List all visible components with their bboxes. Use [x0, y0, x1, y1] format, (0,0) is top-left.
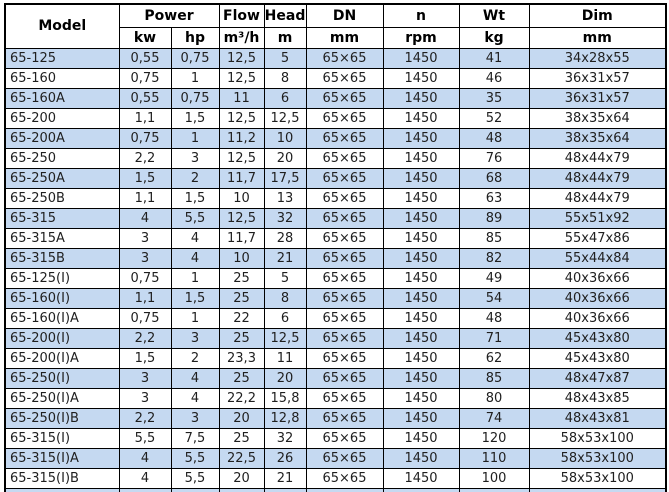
cell-hp: 2	[171, 168, 219, 188]
table-row	[5, 428, 666, 448]
cell-wt: 120	[459, 428, 529, 448]
cell-wt: 74	[459, 408, 529, 428]
table-row	[5, 128, 666, 148]
cell-model: 65-125	[5, 48, 119, 68]
header-dn: DN	[306, 4, 383, 27]
cell-kw: 4	[119, 448, 171, 468]
cell-kw: 0,55	[119, 88, 171, 108]
cell-rpm: 1450	[383, 48, 459, 68]
cell-head: 5	[264, 48, 306, 68]
cell-dn: 65×65	[306, 428, 383, 448]
cell-flow: 25	[219, 288, 264, 308]
cell-flow: 11,7	[219, 228, 264, 248]
cell-dn: 65×65	[306, 188, 383, 208]
cell-head: 26	[264, 448, 306, 468]
cell-dim: 58x53x100	[529, 468, 666, 488]
cell-flow: 12,5	[219, 148, 264, 168]
cell-dn: 65×65	[306, 368, 383, 388]
cell-model: 65-315(I)B	[5, 468, 119, 488]
cell-hp: 3	[171, 148, 219, 168]
header-kw: kw	[119, 27, 171, 48]
cell-flow: 11	[219, 88, 264, 108]
cell-dim: 36x31x57	[529, 68, 666, 88]
cell-wt: 49	[459, 268, 529, 288]
cell-hp: 3	[171, 328, 219, 348]
cell-wt: 85	[459, 228, 529, 248]
cell-dn: 65×65	[306, 448, 383, 468]
table-row	[5, 268, 666, 288]
cell-dim: 58x53x100	[529, 448, 666, 468]
cell-head: 32	[264, 208, 306, 228]
cell-kw: 2,2	[119, 408, 171, 428]
cell-empty	[529, 488, 666, 492]
cell-dim: 48x43x81	[529, 408, 666, 428]
pump-spec-table	[4, 3, 667, 492]
cell-hp: 1,5	[171, 288, 219, 308]
cell-wt: 48	[459, 128, 529, 148]
table-row	[5, 248, 666, 268]
cell-kw: 1,5	[119, 348, 171, 368]
table-row	[5, 408, 666, 428]
cell-head: 12,5	[264, 328, 306, 348]
cell-hp: 1	[171, 68, 219, 88]
table-row	[5, 328, 666, 348]
cell-dn: 65×65	[306, 108, 383, 128]
cell-wt: 54	[459, 288, 529, 308]
header-head-unit: m	[264, 27, 306, 48]
cell-rpm: 1450	[383, 128, 459, 148]
header-hp: hp	[171, 27, 219, 48]
cell-wt: 63	[459, 188, 529, 208]
cell-flow: 23,3	[219, 348, 264, 368]
cell-model: 65-250(I)A	[5, 388, 119, 408]
cell-kw: 3	[119, 248, 171, 268]
cell-rpm: 1450	[383, 88, 459, 108]
cell-flow: 22,5	[219, 448, 264, 468]
cell-hp: 4	[171, 228, 219, 248]
cell-rpm: 1450	[383, 448, 459, 468]
cell-wt: 52	[459, 108, 529, 128]
table-row	[5, 308, 666, 328]
cell-flow: 20	[219, 468, 264, 488]
cell-dn: 65×65	[306, 168, 383, 188]
cell-head: 6	[264, 88, 306, 108]
cell-hp: 1	[171, 268, 219, 288]
cell-head: 8	[264, 68, 306, 88]
cell-model: 65-200(I)	[5, 328, 119, 348]
cell-dn: 65×65	[306, 148, 383, 168]
table-row	[5, 288, 666, 308]
cell-dim: 40x36x66	[529, 308, 666, 328]
cell-head: 6	[264, 308, 306, 328]
cell-dim: 48x44x79	[529, 148, 666, 168]
cell-rpm: 1450	[383, 428, 459, 448]
cell-wt: 76	[459, 148, 529, 168]
cell-dim: 38x35x64	[529, 128, 666, 148]
cell-dn: 65×65	[306, 128, 383, 148]
cell-flow: 10	[219, 248, 264, 268]
cell-rpm: 1450	[383, 68, 459, 88]
cell-wt: 110	[459, 448, 529, 468]
cell-hp: 4	[171, 388, 219, 408]
cell-dim: 40x36x66	[529, 288, 666, 308]
cell-model: 65-250B	[5, 188, 119, 208]
cell-rpm: 1450	[383, 188, 459, 208]
cell-kw: 1,5	[119, 168, 171, 188]
cell-hp: 5,5	[171, 468, 219, 488]
cell-hp: 2	[171, 348, 219, 368]
cell-rpm: 1450	[383, 348, 459, 368]
cell-head: 20	[264, 368, 306, 388]
header-flow-unit: m³/h	[219, 27, 264, 48]
cell-hp: 5,5	[171, 448, 219, 468]
cell-model: 65-315B	[5, 248, 119, 268]
cell-dim: 55x51x92	[529, 208, 666, 228]
cell-head: 12,5	[264, 108, 306, 128]
cell-rpm: 1450	[383, 108, 459, 128]
cell-dn: 65×65	[306, 468, 383, 488]
cell-model: 65-250(I)	[5, 368, 119, 388]
cell-kw: 0,55	[119, 48, 171, 68]
cell-dn: 65×65	[306, 248, 383, 268]
cell-flow: 25	[219, 328, 264, 348]
cell-model: 65-315	[5, 208, 119, 228]
cell-model: 65-250(I)B	[5, 408, 119, 428]
cell-model: 65-160(I)	[5, 288, 119, 308]
cell-empty	[459, 488, 529, 492]
cell-dn: 65×65	[306, 228, 383, 248]
cell-hp: 1,5	[171, 188, 219, 208]
cell-dim: 40x36x66	[529, 268, 666, 288]
cell-hp: 7,5	[171, 428, 219, 448]
cell-kw: 4	[119, 468, 171, 488]
cell-dn: 65×65	[306, 348, 383, 368]
cell-kw: 0,75	[119, 68, 171, 88]
cell-wt: 89	[459, 208, 529, 228]
header-flow: Flow	[219, 4, 264, 27]
cell-kw: 1,1	[119, 108, 171, 128]
table-row	[5, 188, 666, 208]
cell-head: 21	[264, 248, 306, 268]
table-row	[5, 148, 666, 168]
table-row	[5, 68, 666, 88]
cell-rpm: 1450	[383, 148, 459, 168]
table-body	[5, 48, 666, 492]
cell-rpm: 1450	[383, 288, 459, 308]
header-n: n	[383, 4, 459, 27]
cell-flow: 12,5	[219, 68, 264, 88]
cell-wt: 41	[459, 48, 529, 68]
header-head: Head	[264, 4, 306, 27]
cell-empty	[119, 488, 171, 492]
cell-kw: 2,2	[119, 148, 171, 168]
cell-model: 65-315(I)	[5, 428, 119, 448]
header-power: Power	[119, 4, 219, 27]
cell-head: 10	[264, 128, 306, 148]
cell-rpm: 1450	[383, 268, 459, 288]
cell-flow: 12,5	[219, 208, 264, 228]
cell-wt: 46	[459, 68, 529, 88]
table-header	[5, 4, 666, 48]
cell-kw: 3	[119, 388, 171, 408]
cell-empty	[264, 488, 306, 492]
header-n-unit: rpm	[383, 27, 459, 48]
cell-kw: 1,1	[119, 188, 171, 208]
header-model: Model	[5, 4, 119, 48]
cell-head: 28	[264, 228, 306, 248]
cell-wt: 35	[459, 88, 529, 108]
cell-head: 15,8	[264, 388, 306, 408]
cell-flow: 10	[219, 188, 264, 208]
cell-wt: 62	[459, 348, 529, 368]
cell-model: 65-200A	[5, 128, 119, 148]
cell-rpm: 1450	[383, 228, 459, 248]
cell-hp: 1	[171, 128, 219, 148]
table-row	[5, 208, 666, 228]
header-dim: Dim	[529, 4, 666, 27]
table-row	[5, 468, 666, 488]
cell-hp: 1,5	[171, 108, 219, 128]
cell-dn: 65×65	[306, 208, 383, 228]
cell-dn: 65×65	[306, 388, 383, 408]
cell-kw: 3	[119, 228, 171, 248]
table-row	[5, 348, 666, 368]
table-row	[5, 448, 666, 468]
cell-flow: 12,5	[219, 48, 264, 68]
cell-dim: 34x28x55	[529, 48, 666, 68]
cell-kw: 1,1	[119, 288, 171, 308]
cell-wt: 85	[459, 368, 529, 388]
cell-flow: 25	[219, 268, 264, 288]
cell-model: 65-200(I)A	[5, 348, 119, 368]
cell-model: 65-250A	[5, 168, 119, 188]
header-dn-unit: mm	[306, 27, 383, 48]
cell-model: 65-160A	[5, 88, 119, 108]
cell-hp: 0,75	[171, 48, 219, 68]
cell-kw: 0,75	[119, 128, 171, 148]
table-row	[5, 48, 666, 68]
cell-empty	[383, 488, 459, 492]
cell-kw: 4	[119, 208, 171, 228]
cell-flow: 25	[219, 368, 264, 388]
cell-hp: 0,75	[171, 88, 219, 108]
cell-hp: 1	[171, 308, 219, 328]
cell-flow: 11,7	[219, 168, 264, 188]
cell-dn: 65×65	[306, 288, 383, 308]
cell-model: 65-315A	[5, 228, 119, 248]
cell-rpm: 1450	[383, 328, 459, 348]
cell-rpm: 1450	[383, 468, 459, 488]
cell-head: 5	[264, 268, 306, 288]
cell-flow: 25	[219, 428, 264, 448]
cell-head: 8	[264, 288, 306, 308]
cell-rpm: 1450	[383, 168, 459, 188]
cell-hp: 5,5	[171, 208, 219, 228]
cell-dn: 65×65	[306, 308, 383, 328]
cell-dim: 48x43x85	[529, 388, 666, 408]
cell-dim: 45x43x80	[529, 328, 666, 348]
cell-dn: 65×65	[306, 68, 383, 88]
cell-dim: 48x44x79	[529, 188, 666, 208]
cell-rpm: 1450	[383, 208, 459, 228]
cell-wt: 68	[459, 168, 529, 188]
cell-dn: 65×65	[306, 48, 383, 68]
cell-head: 11	[264, 348, 306, 368]
cell-wt: 71	[459, 328, 529, 348]
table-row	[5, 108, 666, 128]
cell-flow: 22	[219, 308, 264, 328]
cell-head: 32	[264, 428, 306, 448]
cell-wt: 82	[459, 248, 529, 268]
cell-dn: 65×65	[306, 408, 383, 428]
cell-hp: 4	[171, 368, 219, 388]
cell-dn: 65×65	[306, 88, 383, 108]
cell-rpm: 1450	[383, 388, 459, 408]
cell-head: 21	[264, 468, 306, 488]
cell-wt: 100	[459, 468, 529, 488]
cell-rpm: 1450	[383, 308, 459, 328]
table-row	[5, 88, 666, 108]
cell-dn: 65×65	[306, 328, 383, 348]
cell-dn: 65×65	[306, 268, 383, 288]
cell-empty	[219, 488, 264, 492]
cell-dim: 55x44x84	[529, 248, 666, 268]
cell-model: 65-315(I)A	[5, 448, 119, 468]
cell-dim: 36x31x57	[529, 88, 666, 108]
cell-kw: 5,5	[119, 428, 171, 448]
table-row	[5, 228, 666, 248]
header-wt-unit: kg	[459, 27, 529, 48]
cell-head: 13	[264, 188, 306, 208]
header-row-top	[5, 4, 666, 27]
cell-model: 65-160	[5, 68, 119, 88]
table-row	[5, 388, 666, 408]
cell-head: 20	[264, 148, 306, 168]
cell-wt: 48	[459, 308, 529, 328]
cell-dim: 58x53x100	[529, 428, 666, 448]
table-row-partial	[5, 488, 666, 492]
cell-kw: 0,75	[119, 268, 171, 288]
cell-head: 17,5	[264, 168, 306, 188]
cell-model: 65-160(I)A	[5, 308, 119, 328]
cell-kw: 3	[119, 368, 171, 388]
cell-kw: 0,75	[119, 308, 171, 328]
cell-flow: 20	[219, 408, 264, 428]
cell-flow: 12,5	[219, 108, 264, 128]
cell-dim: 45x43x80	[529, 348, 666, 368]
cell-kw: 2,2	[119, 328, 171, 348]
cell-rpm: 1450	[383, 408, 459, 428]
cell-rpm: 1450	[383, 248, 459, 268]
cell-model: 65-125(I)	[5, 268, 119, 288]
cell-head: 12,8	[264, 408, 306, 428]
cell-model: 65-200	[5, 108, 119, 128]
header-dim-unit: mm	[529, 27, 666, 48]
cell-flow: 11,2	[219, 128, 264, 148]
cell-dim: 38x35x64	[529, 108, 666, 128]
cell-wt: 80	[459, 388, 529, 408]
table-row	[5, 168, 666, 188]
cell-empty	[171, 488, 219, 492]
cell-empty	[5, 488, 119, 492]
table-row	[5, 368, 666, 388]
cell-hp: 3	[171, 408, 219, 428]
cell-model: 65-250	[5, 148, 119, 168]
cell-hp: 4	[171, 248, 219, 268]
cell-empty	[306, 488, 383, 492]
cell-flow: 22,2	[219, 388, 264, 408]
header-wt: Wt	[459, 4, 529, 27]
cell-rpm: 1450	[383, 368, 459, 388]
cell-dim: 55x47x86	[529, 228, 666, 248]
cell-dim: 48x44x79	[529, 168, 666, 188]
cell-dim: 48x47x87	[529, 368, 666, 388]
